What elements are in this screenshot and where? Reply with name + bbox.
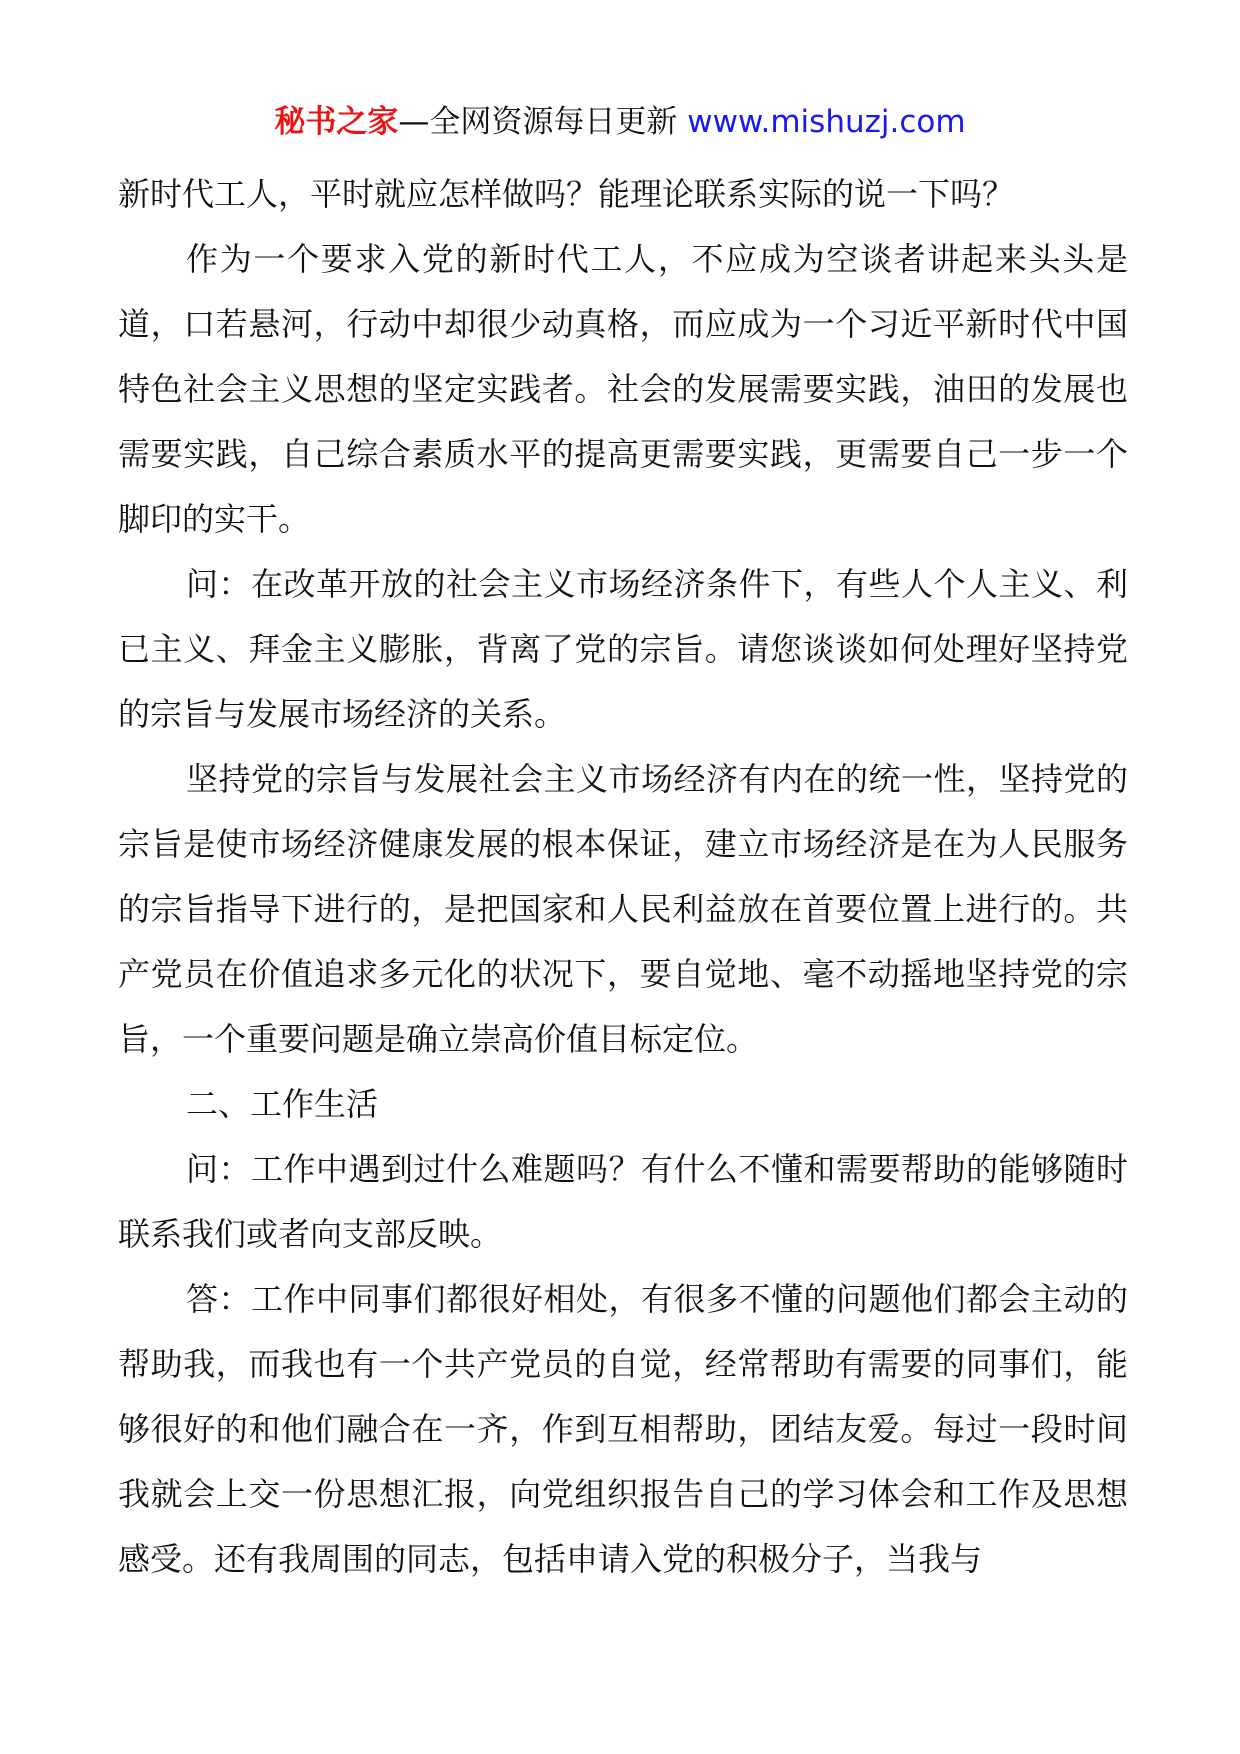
brand-name: 秘书之家	[274, 104, 399, 140]
paragraph: 坚持党的宗旨与发展社会主义市场经济有内在的统一性，坚持党的宗旨是使市场经济健康发展的根本保证，建立市场经济是在为人民服务的宗旨指导下进行的，是把国家和人民利益放在首要位置上进行的。共产党员在价值追求多元化的状况下，要自觉地、毫不动摇地坚持党的宗旨，一个重要问题是确立崇高价值目标定位。	[118, 760, 1128, 1058]
document-body	[118, 162, 1128, 1592]
header-tagline: —全网资源每日更新	[398, 104, 678, 140]
paragraph-continuation: 新时代工人，平时就应怎样做吗？能理论联系实际的说一下吗？	[118, 175, 1015, 213]
website-link[interactable]: www.mishuzj.com	[687, 104, 966, 140]
paragraph-question: 问：在改革开放的社会主义市场经济条件下，有些人个人主义、利已主义、拜金主义膨胀，背离了党的宗旨。请您谈谈如何处理好坚持党的宗旨与发展市场经济的关系。	[118, 565, 1128, 733]
section-heading: 二、工作生活	[186, 1085, 379, 1123]
paragraph-answer: 答：工作中同事们都很好相处，有很多不懂的问题他们都会主动的帮助我，而我也有一个共产党员的自觉，经常帮助有需要的同事们，能够很好的和他们融合在一齐，作到互相帮助，团结友爱。每过一段时间我就会上交一份思想汇报，向党组织报告自己的学习体会和工作及思想感受。还有我周围的同志，包括申请入党的积极分子，当我与	[118, 1280, 1128, 1578]
page-header	[0, 100, 1240, 144]
paragraph-question: 问：工作中遇到过什么难题吗？有什么不懂和需要帮助的能够随时联系我们或者向支部反映。	[118, 1150, 1128, 1253]
paragraph: 作为一个要求入党的新时代工人，不应成为空谈者讲起来头头是道，口若悬河，行动中却很少动真格，而应成为一个习近平新时代中国特色社会主义思想的坚定实践者。社会的发展需要实践，油田的发展也需要实践，自己综合素质水平的提高更需要实践，更需要自己一步一个脚印的实干。	[118, 240, 1128, 538]
